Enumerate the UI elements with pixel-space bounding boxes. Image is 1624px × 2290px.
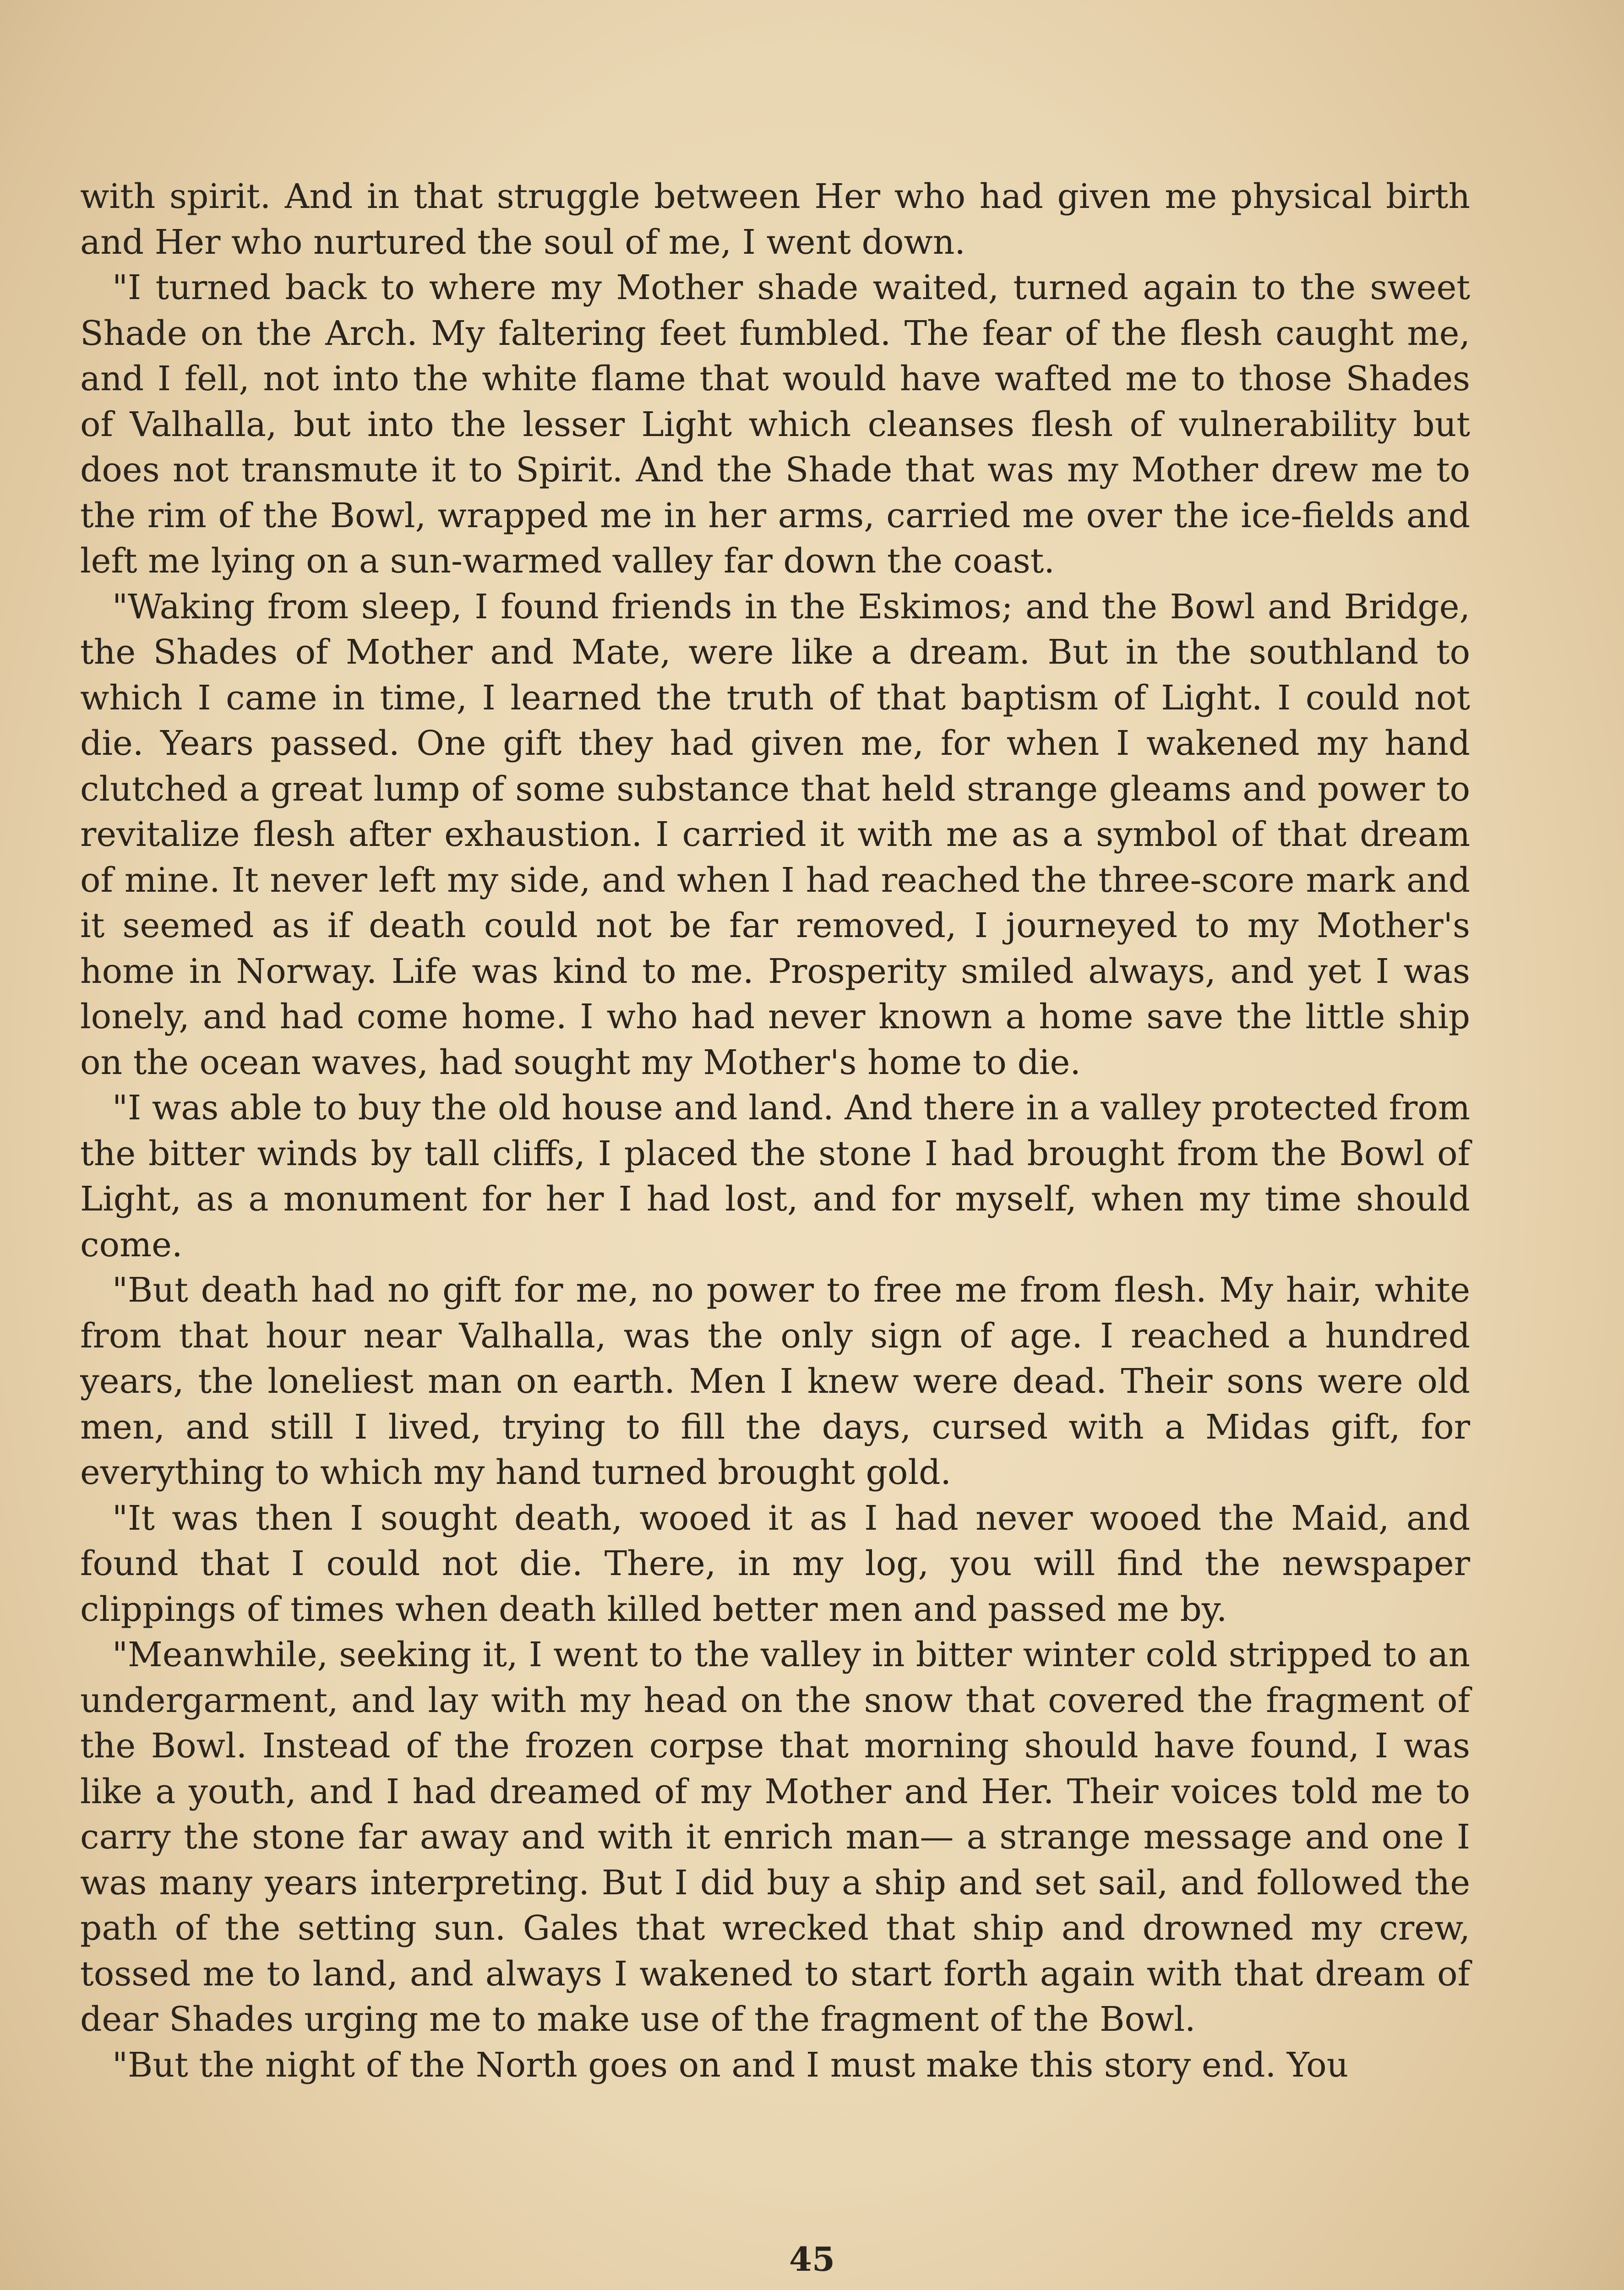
paragraph: "But the night of the North goes on and I must make this story end. You <box>112 2045 1349 2085</box>
paragraph: "It was then I sought death, wooed it as I had never wooed the Maid, and found that I could not die. There, in my log, you will find the newspaper clippings of times when death killed better men and passed me by. <box>80 1498 1470 1629</box>
paragraph: "Waking from sleep, I found friends in the Eskimos; and the Bowl and Bridge, the Shades of Mother and Mate, were like a dream. But in the southland to which I came in time, I learned the truth of that baptism of Light. I could not die. Years passed. One gift they had given me, for when I wakened my hand clutched a great lump of some substance that held strange gleams and power to revitalize flesh after exhaustion. I carried it with me as a symbol of that dream of mine. It never left my side, and when I had reached the three-score mark and it seemed as if death could not be far removed, I journeyed to my Mother's home in Norway. Life was kind to me. Prosperity smiled always, and yet I was lonely, and had come home. I who had never known a home save the little ship on the ocean waves, had sought my Mother's home to die. <box>80 587 1470 1082</box>
paragraph: with spirit. And in that struggle between Her who had given me physical birth and Her who nurtured the soul of me, I went down. <box>80 177 1470 262</box>
paragraph: "But death had no gift for me, no power to free me from flesh. My hair, white from that hour near Valhalla, was the only sign of age. I reached a hundred years, the loneliest man on earth. Men I knew were dead. Their sons were old men, and still I lived, trying to fill the days, cursed with a Midas gift, for everything to which my hand turned brought gold. <box>80 1270 1470 1492</box>
paragraph: "I was able to buy the old house and land. And there in a valley protected from the bitter winds by tall cliffs, I placed the stone I had brought from the Bowl of Light, as a monument for her I had lost, and for myself, when my time should come. <box>80 1088 1470 1265</box>
body-text <box>80 174 1470 2088</box>
page-number: 45 <box>789 2240 835 2279</box>
paragraph: "I turned back to where my Mother shade waited, turned again to the sweet Shade on the Arch. My faltering feet fumbled. The fear of the flesh caught me, and I fell, not into the white flame that would have wafted me to those Shades of Valhalla, but into the lesser Light which cleanses flesh of vulnerability but does not transmute it to Spirit. And the Shade that was my Mother drew me to the rim of the Bowl, wrapped me in her arms, carried me over the ice-fields and left me lying on a sun-warmed valley far down the coast. <box>80 268 1470 581</box>
paragraph: "Meanwhile, seeking it, I went to the valley in bitter winter cold stripped to an undergarment, and lay with my head on the snow that covered the fragment of the Bowl. Instead of the frozen corpse that morning should have found, I was like a youth, and I had dreamed of my Mother and Her. Their voices told me to carry the stone far away and with it enrich man— a strange message and one I was many years interpreting. But I did buy a ship and set sail, and followed the path of the setting sun. Gales that wrecked that ship and drowned my crew, tossed me to land, and always I wakened to start forth again with that dream of dear Shades urging me to make use of the fragment of the Bowl. <box>80 1635 1470 2039</box>
